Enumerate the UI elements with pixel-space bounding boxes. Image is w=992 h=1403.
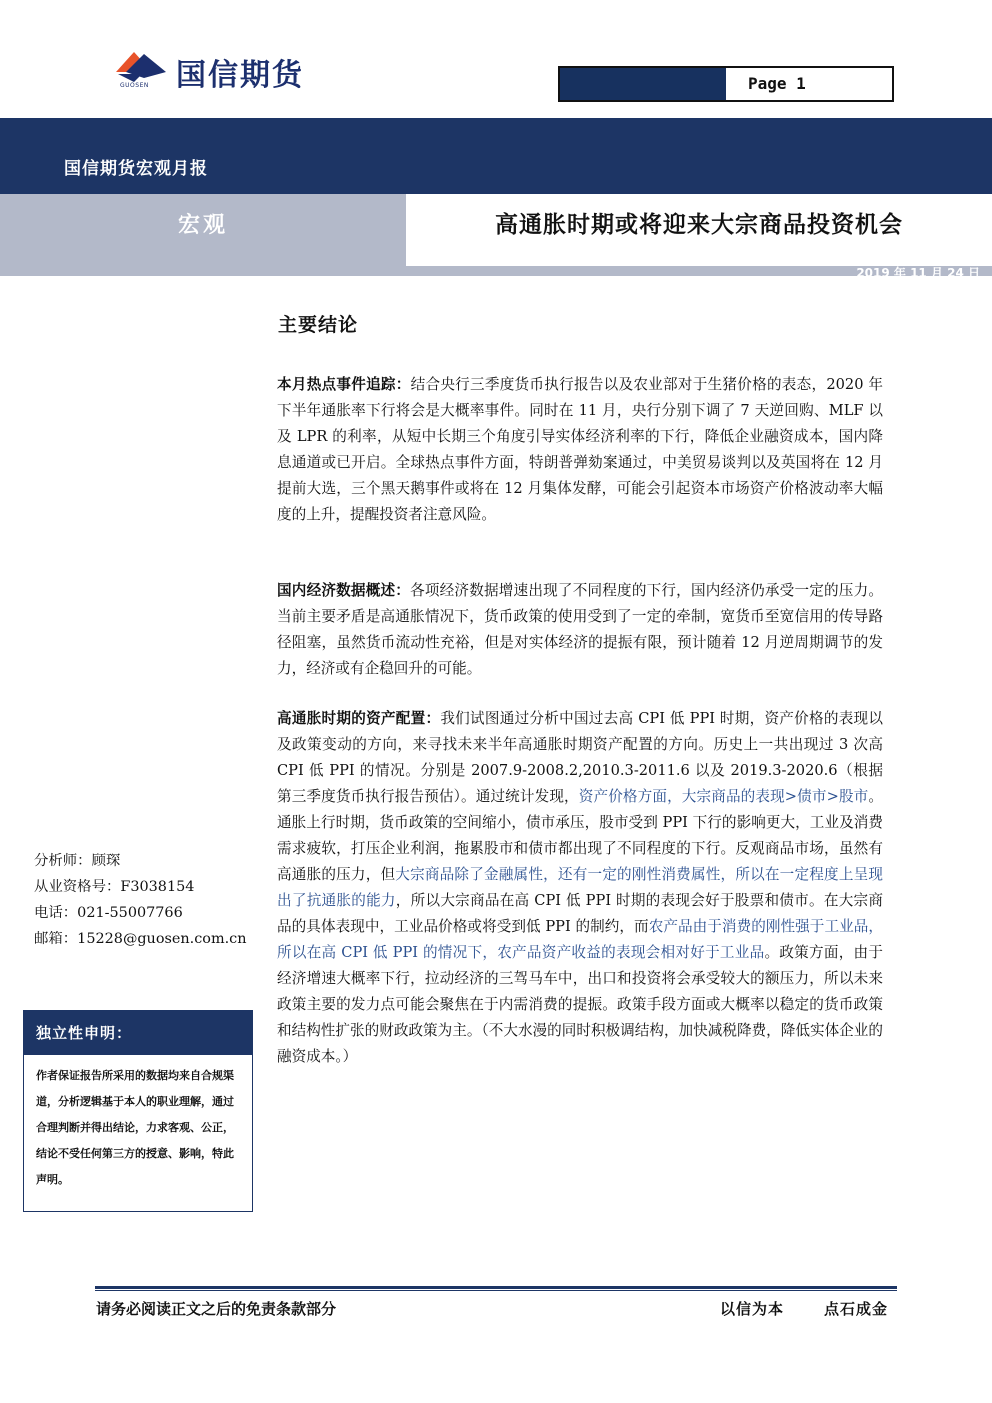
footer-divider-thin (95, 1290, 897, 1291)
paragraph-body: 结合央行三季度货币执行报告以及农业部对于生猪价格的表态，2020 年下半年通胀率下行将会是大概率事件。同时在 11 月，央行分别下调了 7 天逆回购、MLF 以及 LPR 的利率，从短中长期三个角度引导实体经济利率的下行，降低企业融资成本，国内降息通道或已开启。全球热点事件方面，特朗普弹劾案通过，中美贸易谈判以及英国将在 12 月提前大选，三个黑天鹅事件或将在 12 月集体发酵，可能会引起资本市场资产价格波动率大幅度的上升，提醒投资者注意风险。 (277, 376, 883, 523)
analyst-info (34, 848, 247, 952)
report-title: 高通胀时期或将迎来大宗商品投资机会 (495, 211, 903, 238)
footer-motto-1: 以信为本 (720, 1300, 785, 1318)
analyst-email: 邮箱：15228@guosen.com.cn (34, 931, 247, 947)
highlight-text: 农产品由于消费的刚性强于工业品，所以在高 CPI 低 PPI 的情况下，农产品资产收益的表现会相对好于工业品 (277, 918, 883, 961)
independence-statement-box (23, 1010, 253, 1212)
paragraph-lead: 国内经济数据概述： (277, 582, 411, 599)
page-indicator-block (560, 68, 726, 100)
brand-name-en: GUOSEN (120, 82, 149, 89)
paragraph-body: 。政策方面，由于经济增速大概率下行，拉动经济的三驾马车中，出口和投资将会承受较大的额压力，所以未来政策主要的发力点可能会聚焦在于内需消费的提振。政策手段方面或大概率以稳定的货币政策和结构性扩张的财政政策为主。（不大水漫的同时积极调结构，加快减税降费，降低实体企业的融资成本。） (277, 944, 883, 1065)
report-series-name: 国信期货宏观月报 (64, 159, 208, 179)
analyst-license: 从业资格号：F3038154 (34, 879, 195, 895)
page-indicator (558, 66, 894, 102)
paragraph-body: 。通胀上行时期，货币政策的空间缩小，债市承压，股市受到 PPI 下行的影响更大，工业及消费需求疲软，打压企业利润，拖累股市和债市都出现了不同程度的下行。反观商品市场，虽然有高通胀的压力，但 (277, 788, 883, 883)
paragraph-lead: 高通胀时期的资产配置： (277, 710, 441, 727)
analyst-phone: 电话：021-55007766 (34, 905, 183, 921)
date-band (0, 266, 992, 276)
analyst-name: 分析师：顾琛 (34, 853, 121, 869)
report-date: 2019 年 11 月 24 日 (856, 266, 980, 280)
section-heading: 主要结论 (278, 314, 359, 336)
paragraph-body: ，所以大宗商品在高 CPI 低 PPI 时期的表现会好于股票和债市。在大宗商品的具体表现中，工业品价格或将受到低 PPI 的制约，而 (277, 892, 883, 935)
paragraph-body: 各项经济数据增速出现了不同程度的下行，国内经济仍承受一定的压力。当前主要矛盾是高通胀情况下，货币政策的使用受到了一定的牵制，宽货币至宽信用的传导路径阻塞，虽然货币流动性充裕，但是对实体经济的提振有限，预计随着 12 月逆周期调节的发力，经济或有企稳回升的可能。 (277, 582, 883, 677)
footer-motto-2: 点石成金 (824, 1300, 889, 1318)
footer-disclaimer: 请务必阅读正文之后的免责条款部分 (96, 1300, 337, 1318)
report-category: 宏观 (178, 212, 229, 238)
paragraph-economic-data (277, 578, 883, 682)
footer-divider (95, 1286, 897, 1289)
brand-name: 国信期货 (176, 58, 304, 93)
paragraph-asset-allocation (277, 706, 883, 1070)
independence-text: 作者保证报告所采用的数据均来自合规渠道，分析逻辑基于本人的职业理解，通过合理判断并得出结论，力求客观、公正，结论不受任何第三方的授意、影响，特此声明。 (36, 1069, 234, 1186)
paragraph-hot-events (277, 372, 883, 528)
paragraph-lead: 本月热点事件追踪： (277, 376, 411, 393)
independence-title: 独立性申明： (24, 1011, 252, 1055)
company-logo (112, 48, 352, 96)
page-number: Page 1 (748, 74, 806, 93)
highlight-text: 资产价格方面，大宗商品的表现>债市>股市 (578, 788, 869, 805)
paragraph-body: 我们试图通过分析中国过去高 CPI 低 PPI 时期，资产价格的表现以及政策变动的方向，来寻找未来半年高通胀时期资产配置的方向。历史上一共出现过 3 次高 CPI 低 PPI 的情况。分别是 2007.9-2008.2,2010.3-2011.6 以及 2019.3-2020.6（根据第三季度货币执行报告预估）。通过统计发现， (277, 710, 883, 805)
highlight-text: 大宗商品除了金融属性，还有一定的刚性消费属性，所以在一定程度上呈现出了抗通胀的能力 (277, 866, 883, 909)
